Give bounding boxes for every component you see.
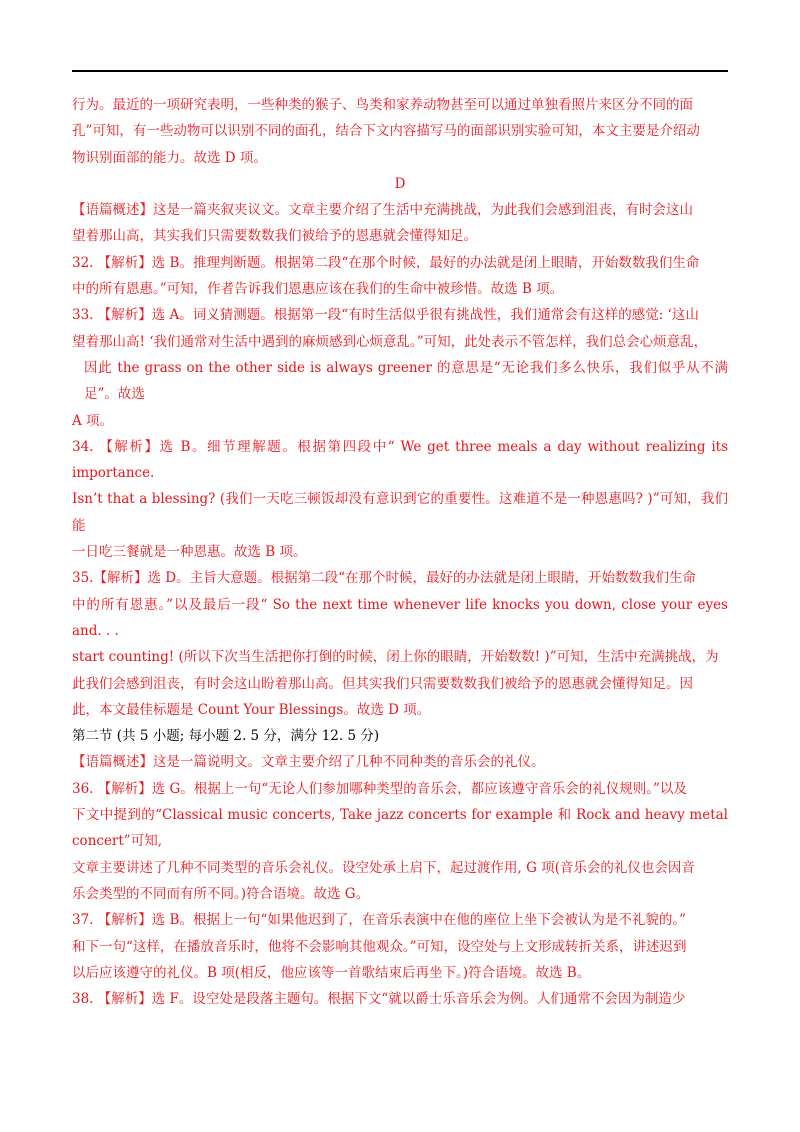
document-body xyxy=(72,92,728,1012)
text-line: 36. 【解析】选 G。根据上一句“无论人们参加哪种类型的音乐会，都应该遵守音乐会的礼仪规则。”以及 xyxy=(72,780,687,797)
section-heading: 第二节 (共 5 小题; 每小题 2. 5 分，满分 12. 5 分) xyxy=(72,728,380,745)
text-line: 37. 【解析】选 B。根据上一句“如果他迟到了，在音乐表演中在他的座位上坐下会被认为是不礼貌的。” xyxy=(72,912,687,929)
text-line: 中的所有恩惠。”以及最后一段“ So the next time whenever life knocks you down, close your eyes and. . . xyxy=(72,596,728,639)
text-line: 因此 the grass on the other side is always greener 的意思是“无论我们多么快乐，我们似乎从不满足”。故选 xyxy=(84,359,728,403)
section-letter: D xyxy=(394,175,406,192)
text-line: 物识别面部的能力。故选 D 项。 xyxy=(72,149,267,166)
text-line: 35.【解析】选 D。主旨大意题。根据第二段“在那个时候，最好的办法就是闭上眼睛，开始数数我们生命 xyxy=(72,570,696,587)
text-line: 望着那山高! ‘我们通常对生活中遇到的麻烦感到心烦意乱。”可知，此处表示不管怎样，我们总会心烦意乱， xyxy=(72,333,708,350)
text-line: 此，本文最佳标题是 Count Your Blessings。故选 D 项。 xyxy=(72,701,431,718)
text-line: start counting! (所以下次当生活把你打倒的时候，闭上你的眼睛，开始数数! )”可知，生活中充满挑战，为 xyxy=(72,649,719,666)
text-line: 34. 【解析】选 B。细节理解题。根据第四段中“ We get three meals a day without realizing its importance. xyxy=(72,438,728,482)
text-line: 此我们会感到沮丧，有时会这山盼着那山高。但其实我们只需要数数我们被给予的恩惠就会懂得知足。因 xyxy=(72,675,693,692)
text-line: A 项。 xyxy=(72,412,114,429)
text-line: Isn’t that a blessing? (我们一天吃三顿饭却没有意识到它的重要性。这难道不是一种恩惠吗? )”可知，我们能 xyxy=(72,491,728,534)
text-line: 行为。最近的一项研究表明，一些种类的猴子、鸟类和家养动物甚至可以通过单独看照片来区分不同的面 xyxy=(72,97,693,113)
text-line: 中的所有恩惠。”可知，作者告诉我们恩惠应该在我们的生命中被珍惜。故选 B 项。 xyxy=(72,281,564,298)
text-line: 以后应该遵守的礼仪。B 项(相反，他应该等一首歌结束后再坐下。)符合语境。故选 B。 xyxy=(72,964,591,981)
text-line: 下文中提到的“Classical music concerts, Take jazz concerts for example 和 Rock and heavy metal concert”可知, xyxy=(72,807,728,850)
text-line: 32. 【解析】选 B。推理判断题。根据第二段“在那个时候，最好的办法就是闭上眼睛，开始数数我们生命 xyxy=(72,254,700,271)
text-line: 33. 【解析】选 A。词义猜测题。根据第一段“有时生活似乎很有挑战性，我们通常会有这样的感觉: ‘这山 xyxy=(72,307,699,324)
text-line: 38. 【解析】选 F。设空处是段落主题句。根据下文“就以爵士乐音乐会为例。人们通常不会因为制造少 xyxy=(72,991,686,1008)
text-line: 【语篇概述】这是一篇说明文。文章主要介绍了几种不同种类的音乐会的礼仪。 xyxy=(72,754,545,771)
text-line: 乐会类型的不同而有所不同。)符合语境。故选 G。 xyxy=(72,885,370,902)
text-line: 望着那山高，其实我们只需要数数我们被给予的恩惠就会懂得知足。 xyxy=(72,228,477,245)
header-rule xyxy=(72,70,728,72)
text-line: 孔”可知，有一些动物可以识别不同的面孔，结合下文内容描写马的面部识别实验可知，本文主要是介绍动 xyxy=(72,123,700,140)
text-line: 和下一句“这样，在播放音乐时，他将不会影响其他观众。”可知，设空处与上文形成转折关系，讲述迟到 xyxy=(72,938,687,955)
text-line: 一日吃三餐就是一种恩惠。故选 B 项。 xyxy=(72,544,307,561)
text-line: 【语篇概述】这是一篇夹叙夹议文。文章主要介绍了生活中充满挑战，为此我们会感到沮丧，有时会这山 xyxy=(72,202,693,219)
text-line: 文章主要讲述了几种不同类型的音乐会礼仪。设空处承上启下，起过渡作用, G 项(音乐会的礼仪也会因音 xyxy=(72,859,695,876)
